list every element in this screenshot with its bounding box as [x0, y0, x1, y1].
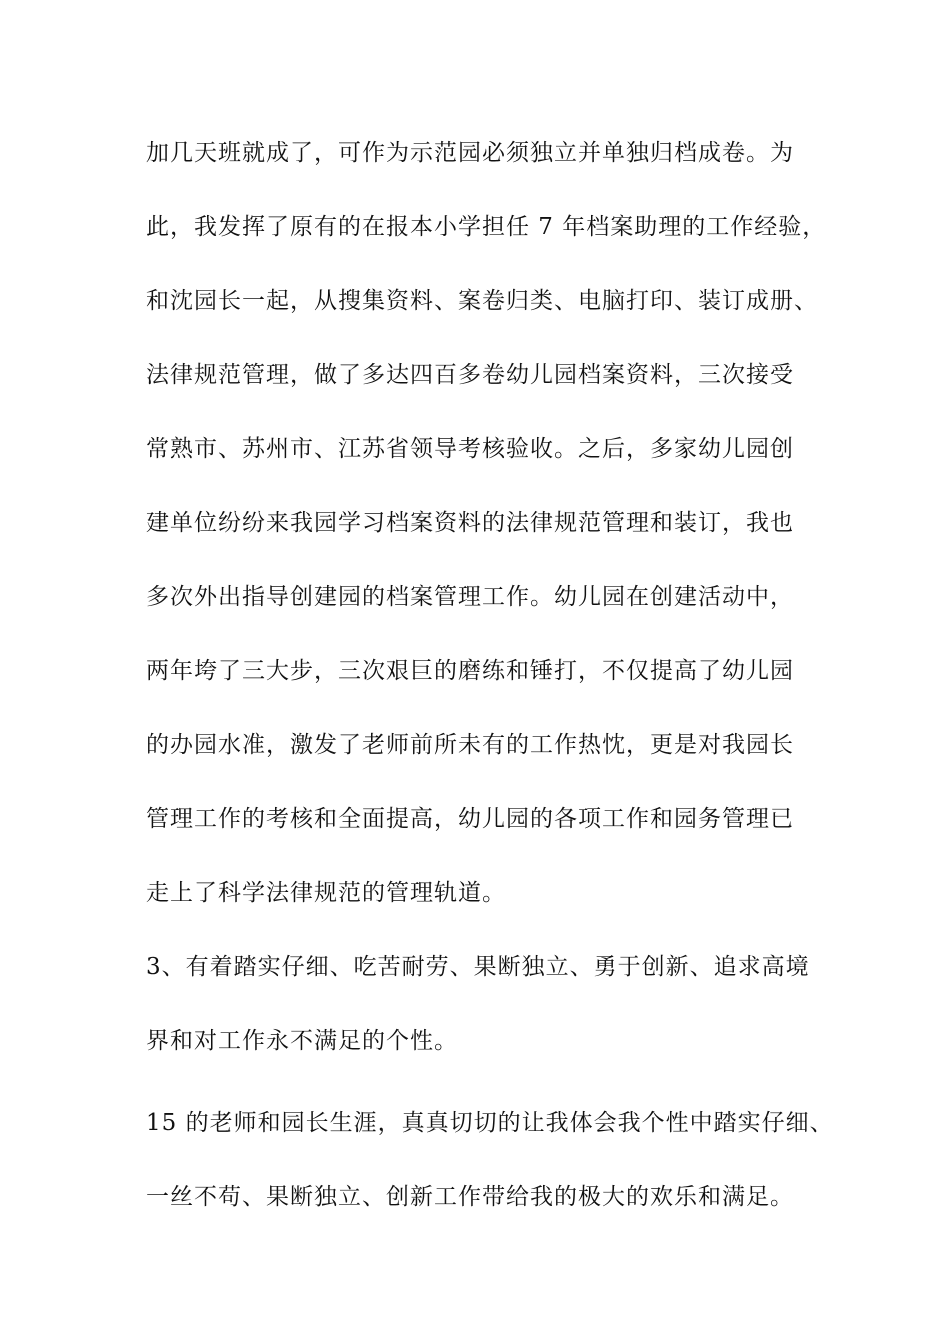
text-line: 界和对工作永不满足的个性。	[146, 1028, 458, 1054]
text-line: 建单位纷纷来我园学习档案资料的法律规范管理和装订，我也	[146, 510, 794, 536]
text-line: 管理工作的考核和全面提高，幼儿园的各项工作和园务管理已	[146, 806, 794, 832]
text-line: 走上了科学法律规范的管理轨道。	[146, 880, 506, 906]
text-line: 此，我发挥了原有的在报本小学担任 7 年档案助理的工作经验，	[146, 214, 827, 240]
text-line: 的办园水准，激发了老师前所未有的工作热忱，更是对我园长	[146, 732, 794, 758]
text-line: 法律规范管理，做了多达四百多卷幼儿园档案资料，三次接受	[146, 362, 794, 388]
text-line: 多次外出指导创建园的档案管理工作。幼儿园在创建活动中，	[146, 584, 794, 610]
text-line: 和沈园长一起，从搜集资料、案卷归类、电脑打印、装订成册、	[146, 288, 818, 314]
text-line: 15 的老师和园长生涯，真真切切的让我体会我个性中踏实仔细、	[146, 1110, 834, 1136]
text-line: 常熟市、苏州市、江苏省领导考核验收。之后，多家幼儿园创	[146, 436, 794, 462]
text-line: 加几天班就成了，可作为示范园必须独立并单独归档成卷。为	[146, 140, 794, 166]
text-line: 两年垮了三大步，三次艰巨的磨练和锤打，不仅提高了幼儿园	[146, 658, 794, 684]
text-line: 3、有着踏实仔细、吃苦耐劳、果断独立、勇于创新、追求高境	[146, 954, 810, 980]
text-line: 一丝不苟、果断独立、创新工作带给我的极大的欢乐和满足。	[146, 1184, 794, 1210]
